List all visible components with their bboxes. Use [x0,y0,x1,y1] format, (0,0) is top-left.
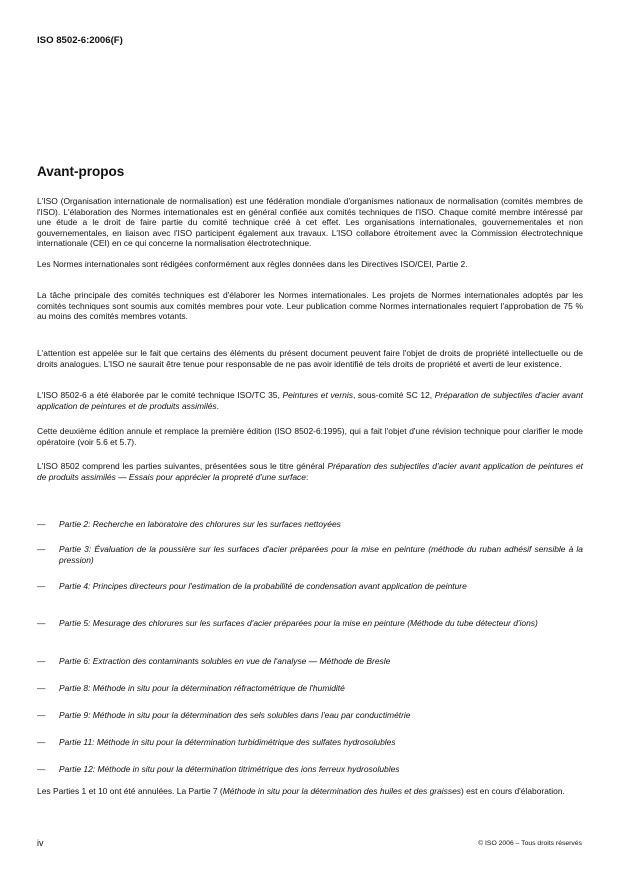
paragraph: La tâche principale des comités techniques est d'élaborer les Normes internationales. Les projets de Normes internationales adoptés par les comités techniques sont soumis aux comités membres pour vote. Leur publication comme Normes internationales requiert l'approbation de 75 % au moins des comités membres votants. [37,290,583,322]
text: ) est en cours d'élaboration. [461,786,565,796]
dash: — [37,710,46,720]
list-item [37,581,583,592]
dash: — [37,737,46,747]
dash: — [37,764,46,774]
dash: — [37,656,46,666]
paragraph [37,786,583,797]
section-title: Avant-propos [37,164,125,179]
list-item-text: Partie 8: Méthode in situ pour la détermination réfractométrique de l'humidité [59,683,345,693]
list-item [37,683,583,694]
list-item-text: Partie 2: Recherche en laboratoire des chlorures sur les surfaces nettoyées [59,519,341,529]
list-item [37,544,583,565]
text: : [305,471,309,482]
dash: — [37,683,46,693]
list-item [37,737,583,748]
italic-text: Peintures et vernis [282,390,353,400]
dash: — [37,544,46,554]
text: . [216,400,219,411]
paragraph: L'attention est appelée sur le fait que certains des éléments du présent document peuvent faire l'objet de droits de propriété intellectuelle ou de droits analogues. L'ISO ne saurait être tenue pour responsable de ne pas avoir identifié de tels droits de propriété et averti de leur existence. [37,348,583,369]
list-item-text: Partie 3: Évaluation de la poussière sur les surfaces d'acier préparées pour la mise en peinture (méthode du ruban adhésif sensible à la pression) [59,544,583,565]
text: L'ISO 8502-6 a été élaborée par le comité technique ISO/TC 35, [37,390,283,400]
list-item-text: Partie 9: Méthode in situ pour la détermination des sels solubles dans l'eau par conductimétrie [59,710,411,720]
paragraph: Cette deuxième édition annule et remplace la première édition (ISO 8502-6:1995), qui a fait l'objet d'une révision technique pour clarifier le mode opératoire (voir 5.6 et 5.7). [37,426,583,447]
paragraph [37,390,583,411]
list-item [37,519,583,530]
list-item [37,656,583,667]
dash: — [37,618,46,628]
list-item-text: Partie 6: Extraction des contaminants solubles en vue de l'analyse — Méthode de Bresle [59,656,391,666]
list-item [37,710,583,721]
text: Les Parties 1 et 10 ont été annulées. La Partie 7 ( [37,786,223,796]
document-header: ISO 8502-6:2006(F) [37,35,123,46]
list-item-text: Partie 5: Mesurage des chlorures sur les surfaces d'acier préparées pour la mise en peinture (Méthode du tube détecteur d'ions) [59,618,538,628]
italic-text: Préparation des subjectiles d'acier avant application de peintures et de produits assimilés — Essais pour apprécier la propreté d'une surface [37,461,583,482]
paragraph: L'ISO (Organisation internationale de normalisation) est une fédération mondiale d'organismes nationaux de normalisation (comités membres de l'ISO). L'élaboration des Normes internationales est en général confiée aux comités techniques de l'ISO. Chaque comité membre intéressé par une étude a le droit de faire partie du comité technique créé à cet effet. Les organisations internationales, gouvernementales et non gouvernementales, en liaison avec l'ISO participent également aux travaux. L'ISO collabore étroitement avec la Commission électrotechnique internationale (CEI) en ce qui concerne la normalisation électrotechnique. [37,196,583,249]
list-item [37,764,583,775]
list-item-text: Partie 4: Principes directeurs pour l'estimation de la probabilité de condensation avant application de peinture [59,581,467,591]
copyright: © ISO 2006 – Tous droits réservés [478,840,582,847]
text: L'ISO 8502 comprend les parties suivantes, présentées sous le titre général [37,461,328,471]
italic-text: Préparation de subjectiles d'acier avant application de peintures et de produits assimilés [37,390,583,411]
dash: — [37,581,46,591]
italic-text: Méthode in situ pour la détermination des huiles et des graisses [222,786,462,796]
paragraph [37,461,583,482]
text: , sous-comité SC 12, [352,390,435,400]
list-item-text: Partie 12: Méthode in situ pour la détermination titrimétrique des ions ferreux hydrosolubles [59,764,400,774]
paragraph: Les Normes internationales sont rédigées conformément aux règles données dans les Directives ISO/CEI, Partie 2. [37,259,468,269]
page-number: iv [37,838,44,848]
dash: — [37,519,46,529]
list-item-text: Partie 11: Méthode in situ pour la détermination turbidimétrique des sulfates hydrosolubles [59,737,396,747]
list-item [37,618,583,629]
